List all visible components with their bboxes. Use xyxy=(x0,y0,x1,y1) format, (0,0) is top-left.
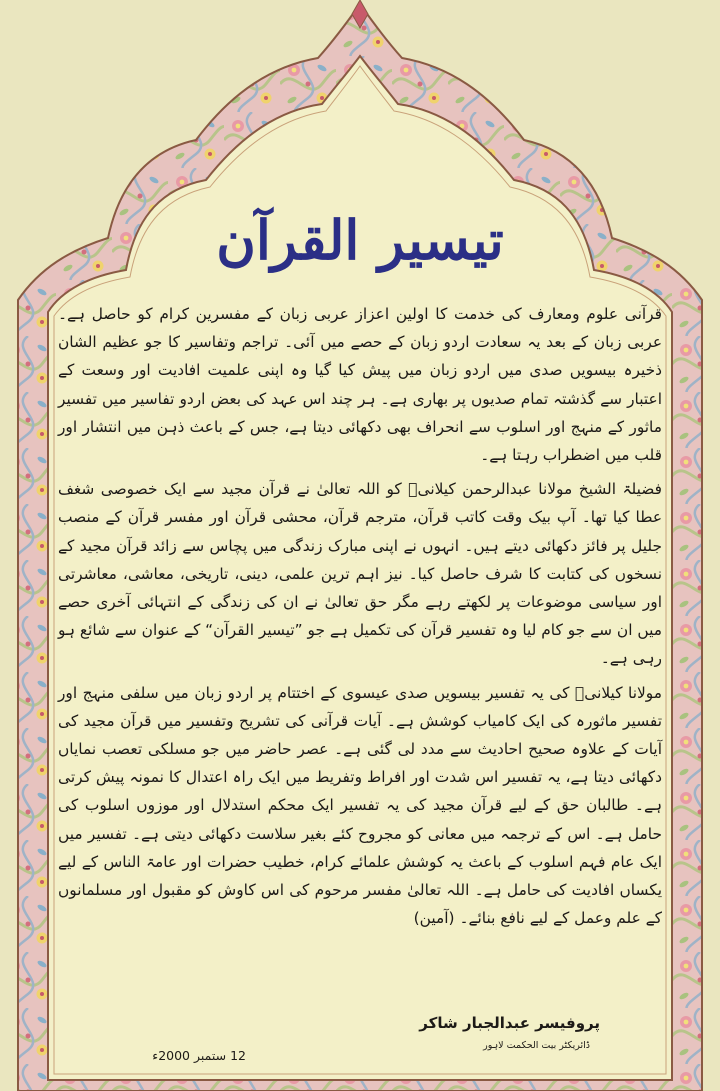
paragraph-2: فضیلۃ الشیخ مولانا عبدالرحمن کیلانیؒ کو اللہ تعالیٰ نے قرآن مجید سے ایک خصوصی شغف عطا کیا تھا۔ آپ بیک وقت کاتب قرآن، مترجم قرآن، محشی قرآن اور مفسر قرآن کے منصب جلیل پر فائز دکھائی دیتے ہیں۔ انہوں نے اپنی مبارک زندگی میں پچاس سے زائد قرآن مجید کے نسخوں کی کتابت کا شرف حاصل کیا۔ نیز اہم ترین علمی، دینی، تاریخی، معاشی، معاشرتی اور سیاسی موضوعات پر لکھتے رہے مگر حق تعالیٰ نے ان کی زندگی کے انتہائی آخری حصے میں ان سے جو کام لیا وہ تفسیر قرآن کی تکمیل ہے جو ”تیسیر القرآن“ کے عنوان سے شائع ہو رہی ہے۔ xyxy=(58,480,662,668)
author-designation: ڈائریکٹر بیت الحکمت لاہور xyxy=(483,1040,590,1051)
author-signature: پروفیسر عبدالجبار شاکر xyxy=(419,1014,600,1032)
signature-date: 12 ستمبر 2000ء xyxy=(152,1048,246,1063)
paragraph-3: مولانا کیلانیؒ کی یہ تفسیر بیسویں صدی عیسوی کے اختتام پر اردو زبان میں سلفی منہج اور تفسیر ماثورہ کی ایک کامیاب کوشش ہے۔ آیات قرآنی کی تشریح وتفسیر میں قرآن مجید کی آیات کے علاوہ صحیح احادیث سے مدد لی گئی ہے۔ عصر حاضر میں جو مسلکی تعصب نمایاں دکھائی دیتا ہے، یہ تفسیر اس شدت اور افراط وتفریط میں ایک راہ اعتدال کا نمونہ پیش کرتی ہے۔ طالبان حق کے لیے قرآن مجید کی یہ تفسیر ایک محکم استدلال اور موزوں اسلوب کی حامل ہے۔ اس کے ترجمہ میں معانی کو مجروح کئے بغیر سلاست دکھائی دیتی ہے۔ تفسیر میں ایک عام فہم اسلوب کے باعث یہ کوشش علمائے کرام، خطیب حضرات اور عامۃ الناس کے لیے یکساں افادیت کی حامل ہے۔ اللہ تعالیٰ مفسر مرحوم کی اس کاوش کو مقبول اور مسلمانوں کے علم وعمل کے لیے نافع بنائے۔ (آمین) xyxy=(58,683,662,928)
paragraph-1: قرآنی علوم ومعارف کی خدمت کا اولین اعزاز عربی زبان کے مفسرین کرام کو حاصل ہے۔ عربی زبان کے بعد یہ سعادت اردو زبان کے حصے میں آئی۔ تراجم وتفاسیر کا جو عظیم الشان ذخیرہ بیسویں صدی میں اردو زبان میں پیش کیا گیا وہ اپنی علمیت افادیت اور وسعت کے اعتبار سے گذشتہ تمام صدیوں پر بھاری ہے۔ ہر چند اس عہد کی بعض اردو تفاسیر میں تفسیر ماثور کے منہج اور اسلوب سے انحراف بھی دکھائی دیتا ہے، جس کے باعث ذہن میں انتشار اور قلب میں اضطراب رہتا ہے۔ xyxy=(58,305,662,465)
preface-body xyxy=(58,300,662,932)
book-title: تیسیر القرآن xyxy=(216,208,504,272)
